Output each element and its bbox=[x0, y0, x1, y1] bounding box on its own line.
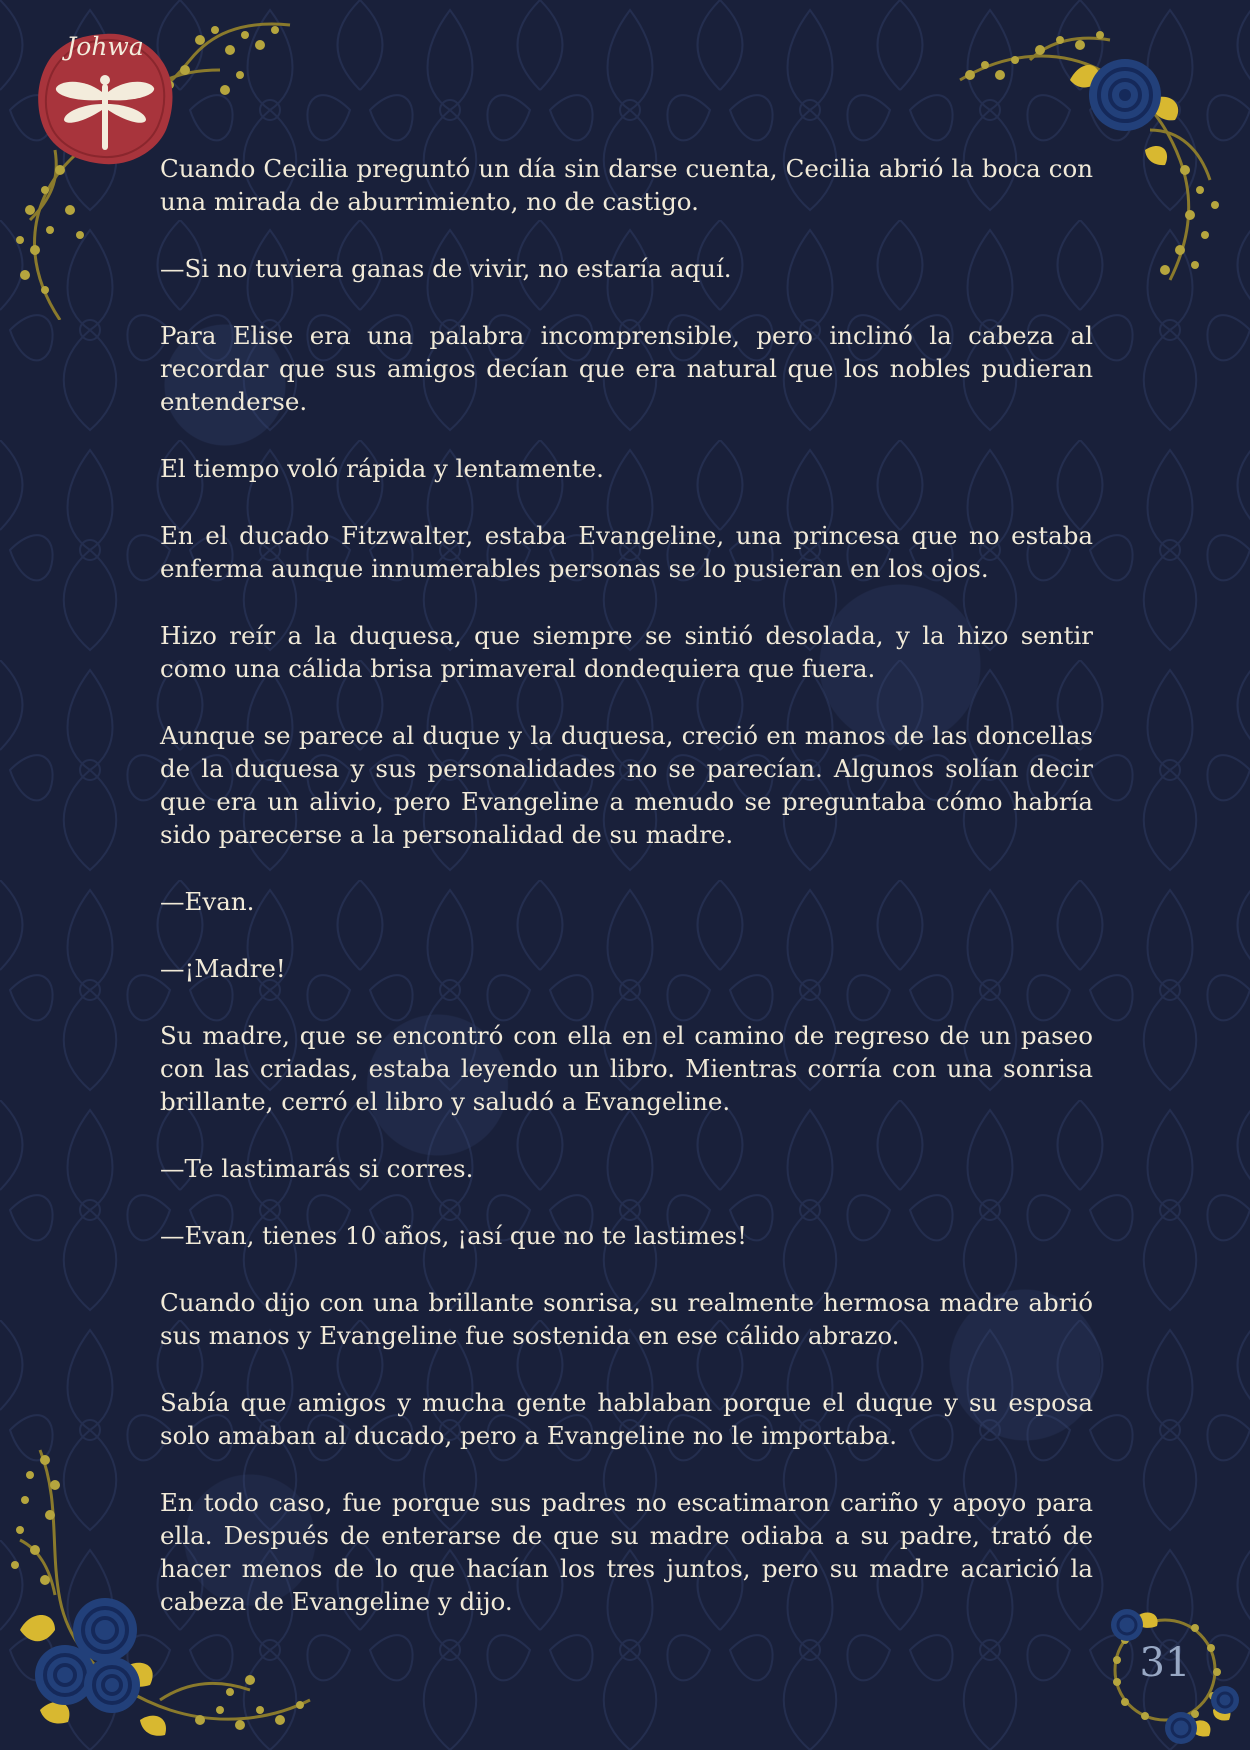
paragraph: En el ducado Fitzwalter, estaba Evangeline, una princesa que no estaba enferma aunque innumerables personas se lo pusieran en los ojos. bbox=[160, 521, 1093, 583]
dragonfly-icon bbox=[54, 74, 156, 156]
paragraph: —¡Madre! bbox=[160, 954, 286, 983]
paragraph: Hizo reír a la duquesa, que siempre se sintió desolada, y la hizo sentir como una cálida brisa primaveral dondequiera que fuera. bbox=[160, 621, 1093, 683]
paragraph: Cuando dijo con una brillante sonrisa, su realmente hermosa madre abrió sus manos y Evangeline fue sostenida en ese cálido abrazo. bbox=[160, 1288, 1093, 1350]
page-number: 31 bbox=[1139, 1640, 1191, 1686]
paragraph: —Si no tuviera ganas de vivir, no estaría aquí. bbox=[160, 254, 732, 283]
paragraph: —Evan. bbox=[160, 887, 255, 916]
paragraph: El tiempo voló rápida y lentamente. bbox=[160, 454, 604, 483]
paragraph: Aunque se parece al duque y la duquesa, creció en manos de las doncellas de la duquesa y sus personalidades no se parecían. Algunos solían decir que era un alivio, pero Evangeline a menudo se preguntaba cómo habría sido parecerse a la personalidad de su madre. bbox=[160, 721, 1093, 849]
paragraph: Su madre, que se encontró con ella en el camino de regreso de un paseo con las criadas, estaba leyendo un libro. Mientras corría con una sonrisa brillante, cerró el libro y saludó a Evangeline. bbox=[160, 1021, 1093, 1116]
body-text bbox=[160, 152, 1093, 1652]
paragraph: Para Elise era una palabra incomprensible, pero inclinó la cabeza al recordar que sus amigos decían que era natural que los nobles pudieran entenderse. bbox=[160, 321, 1093, 416]
paragraph: —Te lastimarás si corres. bbox=[160, 1154, 474, 1183]
paragraph: Cuando Cecilia preguntó un día sin darse cuenta, Cecilia abrió la boca con una mirada de aburrimiento, no de castigo. bbox=[160, 154, 1093, 216]
logo-text: Johwa bbox=[66, 32, 144, 61]
paragraph: En todo caso, fue porque sus padres no escatimaron cariño y apoyo para ella. Después de enterarse de que su madre odiaba a su padre, trató de hacer menos de lo que hacían los tres juntos, pero su madre acarició la cabeza de Evangeline y dijo. bbox=[160, 1488, 1093, 1616]
paragraph: —Evan, tienes 10 años, ¡así que no te lastimes! bbox=[160, 1221, 747, 1250]
paragraph: Sabía que amigos y mucha gente hablaban porque el duque y su esposa solo amaban al ducado, pero a Evangeline no le importaba. bbox=[160, 1388, 1093, 1450]
